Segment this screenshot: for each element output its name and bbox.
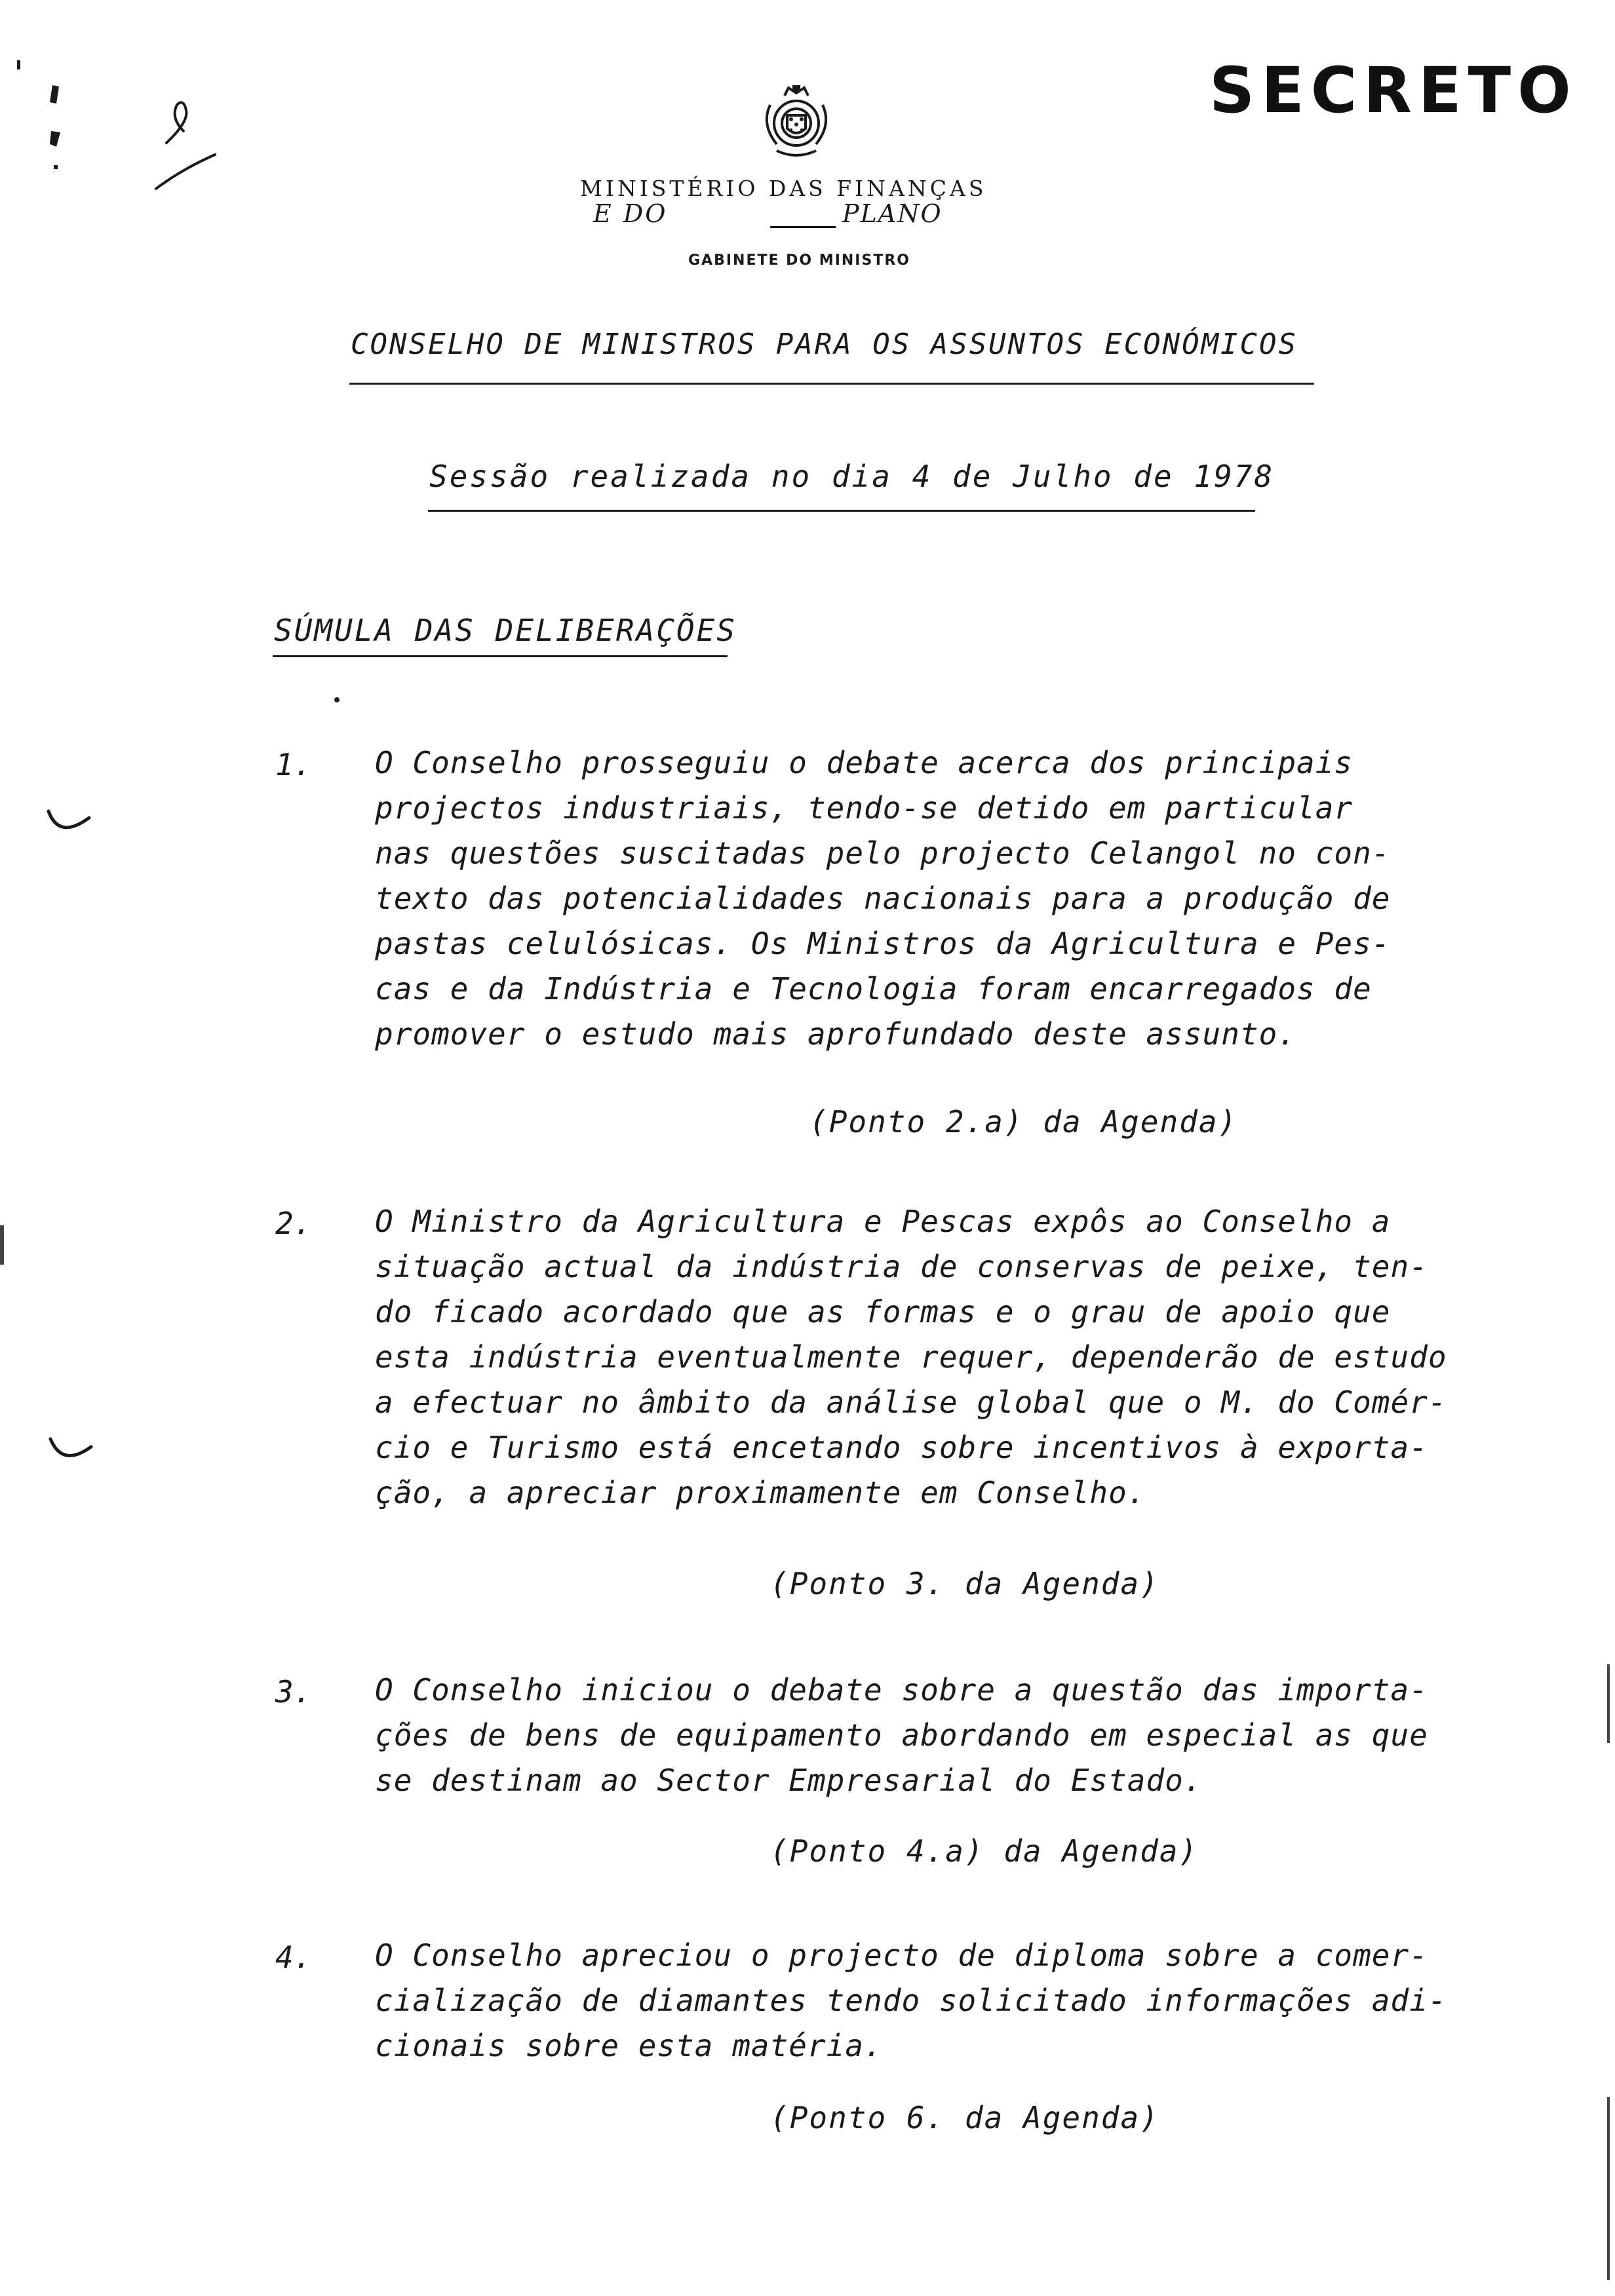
item-line: cionais sobre esta matéria. <box>375 2028 883 2063</box>
item-number: 4. <box>275 1940 312 1975</box>
council-underline <box>349 383 1314 385</box>
ministry-e-do: E DO <box>593 199 668 228</box>
item-line: cialização de diamantes tendo solicitado informações adi- <box>375 1983 1447 2018</box>
item-line: cas e da Indústria e Tecnologia foram encarregados de <box>375 971 1372 1006</box>
punch-hole-mark-icon <box>39 799 98 845</box>
item-number: 1. <box>275 747 312 782</box>
item-line: do ficado acordado que as formas e o grau de apoio que <box>375 1294 1391 1330</box>
coat-of-arms-icon <box>744 79 849 170</box>
council-title: CONSELHO DE MINISTROS PARA OS ASSUNTOS ECONÓMICOS <box>351 328 1298 361</box>
item-text <box>375 1199 1489 1516</box>
classification-stamp: SECRETO <box>1209 54 1578 127</box>
ministry-plano: PLANO <box>842 199 943 228</box>
scan-edge-line <box>1607 2097 1610 2280</box>
scan-edge-line <box>0 1225 4 1265</box>
item-line: esta indústria eventualmente requer, dependerão de estudo <box>375 1339 1447 1375</box>
item-line: projectos industriais, tendo-se detido em particular <box>375 790 1353 826</box>
scan-edge-line <box>1607 1664 1610 1743</box>
stray-dot <box>334 697 340 702</box>
session-date: Sessão realizada no dia 4 de Julho de 1978 <box>429 459 1275 494</box>
item-text <box>375 1933 1489 2069</box>
item-line: a efectuar no âmbito da análise global que o M. do Comér- <box>375 1385 1447 1420</box>
item-number: 2. <box>275 1206 312 1241</box>
item-text <box>375 740 1489 1057</box>
typed-blank-line <box>770 226 836 228</box>
section-heading-underline <box>273 655 728 657</box>
ministry-name: MINISTÉRIO DAS FINANÇAS <box>580 176 987 201</box>
item-line: ções de bens de equipamento abordando em especial as que <box>375 1717 1428 1753</box>
item-line: se destinam ao Sector Empresarial do Estado. <box>375 1763 1203 1798</box>
item-line: texto das potencialidades nacionais para a produção de <box>375 881 1391 916</box>
item-line: situação actual da indústria de conservas de peixe, ten- <box>375 1249 1428 1284</box>
item-text <box>375 1668 1489 1803</box>
item-line: promover o estudo mais aprofundado deste assunto. <box>375 1016 1297 1052</box>
agenda-reference: (Ponto 3. da Agenda) <box>770 1566 1159 1601</box>
agenda-reference: (Ponto 2.a) da Agenda) <box>809 1104 1238 1139</box>
item-number: 3. <box>275 1674 312 1710</box>
agenda-reference: (Ponto 4.a) da Agenda) <box>770 1833 1199 1869</box>
item-line: nas questões suscitadas pelo projecto Celangol no con- <box>375 835 1391 871</box>
agenda-reference: (Ponto 6. da Agenda) <box>770 2100 1159 2135</box>
item-line: O Conselho prosseguiu o debate acerca dos principais <box>375 745 1353 780</box>
punch-hole-mark-icon <box>43 1428 102 1474</box>
item-line: O Conselho apreciou o projecto de diploma sobre a comer- <box>375 1938 1428 1973</box>
cabinet-name: GABINETE DO MINISTRO <box>688 252 910 269</box>
handwritten-initial-icon <box>0 39 223 210</box>
section-heading: SÚMULA DAS DELIBERAÇÕES <box>274 613 737 648</box>
item-line: ção, a apreciar proximamente em Conselho. <box>375 1475 1146 1510</box>
item-line: pastas celulósicas. Os Ministros da Agricultura e Pes- <box>375 926 1391 961</box>
session-underline <box>428 510 1255 512</box>
item-line: O Conselho iniciou o debate sobre a questão das importa- <box>375 1672 1428 1708</box>
item-line: O Ministro da Agricultura e Pescas expôs ao Conselho a <box>375 1204 1391 1239</box>
item-line: cio e Turismo está encetando sobre incentivos à exporta- <box>375 1430 1428 1465</box>
